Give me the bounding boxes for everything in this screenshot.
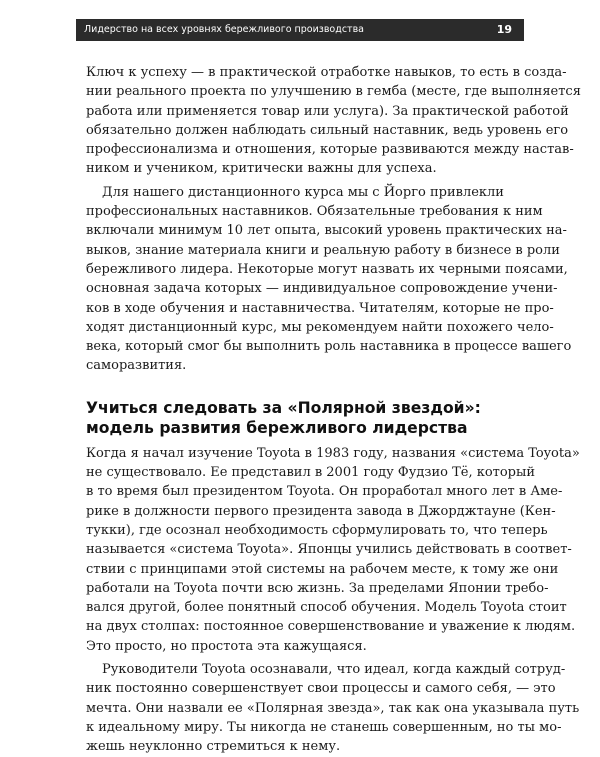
text-line: ходят дистанционный курс, мы рекомендуем найти похожего чело- <box>86 319 554 335</box>
paragraph-mentors <box>86 183 572 376</box>
text-line: Ключ к успеху — в практической отработке навыков, то есть в созда- <box>86 65 567 80</box>
text-line: нии реального проекта по улучшению в гемба (месте, где выполняется <box>86 84 581 100</box>
text-line: профессиональных наставников. Обязательные требования к ним <box>86 204 543 220</box>
text-line: к идеальному миру. Ты никогда не станешь совершенным, но ты мо- <box>86 719 562 735</box>
page-number: 19 <box>496 23 512 36</box>
text-line: жешь неуклонно стремиться к нему. <box>86 739 341 755</box>
text-line: ков в ходе обучения и наставничества. Читателям, которые не про- <box>86 300 554 316</box>
text-line: не существовало. Ее представил в 2001 году Фудзио Тё, который <box>86 465 536 481</box>
text-line: века, который смог бы выполнить роль наставника в процессе вашего <box>86 339 572 355</box>
text-line: саморазвития. <box>86 358 187 374</box>
page-body <box>86 63 581 757</box>
text-line: тукки), где осознал необходимость сформулировать то, что теперь <box>86 522 548 538</box>
text-line: вался другой, более понятный способ обучения. Модель Toyota стоит <box>86 600 567 616</box>
text-line: основная задача которых — индивидуальное сопровождение учени- <box>86 281 558 297</box>
text-line: рике в должности первого президента завода в Джорджтауне (Кен- <box>86 503 556 519</box>
text-line: работали на Toyota почти всю жизнь. За пределами Японии требо- <box>86 580 549 596</box>
section-heading-line: модель развития бережливого лидерства <box>86 418 468 437</box>
text-line: Когда я начал изучение Toyota в 1983 году, названия «система Toyota» <box>86 445 580 461</box>
text-line: на двух столпах: постоянное совершенствование и уважение к людям. <box>86 619 576 635</box>
text-line: мечта. Они назвали ее «Полярная звезда», так как она указывала путь <box>86 700 580 716</box>
text-line: выков, знание материала книги и реальную работу в бизнесе в роли <box>86 242 560 258</box>
text-line: работа или применяется товар или услуга). За практической работой <box>86 103 569 119</box>
paragraph-north-star <box>86 660 580 756</box>
text-line: ником и учеником, критически важны для успеха. <box>86 161 437 177</box>
text-line: бережливого лидера. Некоторые могут назвать их черными поясами, <box>86 261 568 277</box>
text-line: называется «система Toyota». Японцы учились действовать в соответ- <box>86 542 572 558</box>
running-header <box>76 19 524 41</box>
text-line: в то время был президентом Toyota. Он проработал много лет в Аме- <box>86 484 563 500</box>
section-heading <box>86 398 514 438</box>
text-line: Для нашего дистанционного курса мы с Йорго привлекли <box>102 184 504 200</box>
text-line: профессионализма и отношения, которые развиваются между настав- <box>86 142 574 158</box>
text-line: ник постоянно совершенствует свои процессы и самого себя, — это <box>86 681 556 697</box>
paragraph-practice <box>86 63 581 179</box>
text-line: ствии с принципами этой системы на рабочем месте, к тому же они <box>86 561 559 577</box>
section-heading-line: Учиться следовать за «Полярной звездой»: <box>86 398 481 417</box>
text-line: обязательно должен наблюдать сильный наставник, ведь уровень его <box>86 122 569 138</box>
running-header-title: Лидерство на всех уровнях бережливого производства <box>84 24 364 35</box>
text-line: Руководители Toyota осознавали, что идеал, когда каждый сотруд- <box>102 662 566 678</box>
text-line: Это просто, но простота эта кажущаяся. <box>86 638 367 654</box>
paragraph-toyota-history <box>86 444 580 656</box>
text-line: включали минимум 10 лет опыта, высокий уровень практических на- <box>86 223 567 239</box>
